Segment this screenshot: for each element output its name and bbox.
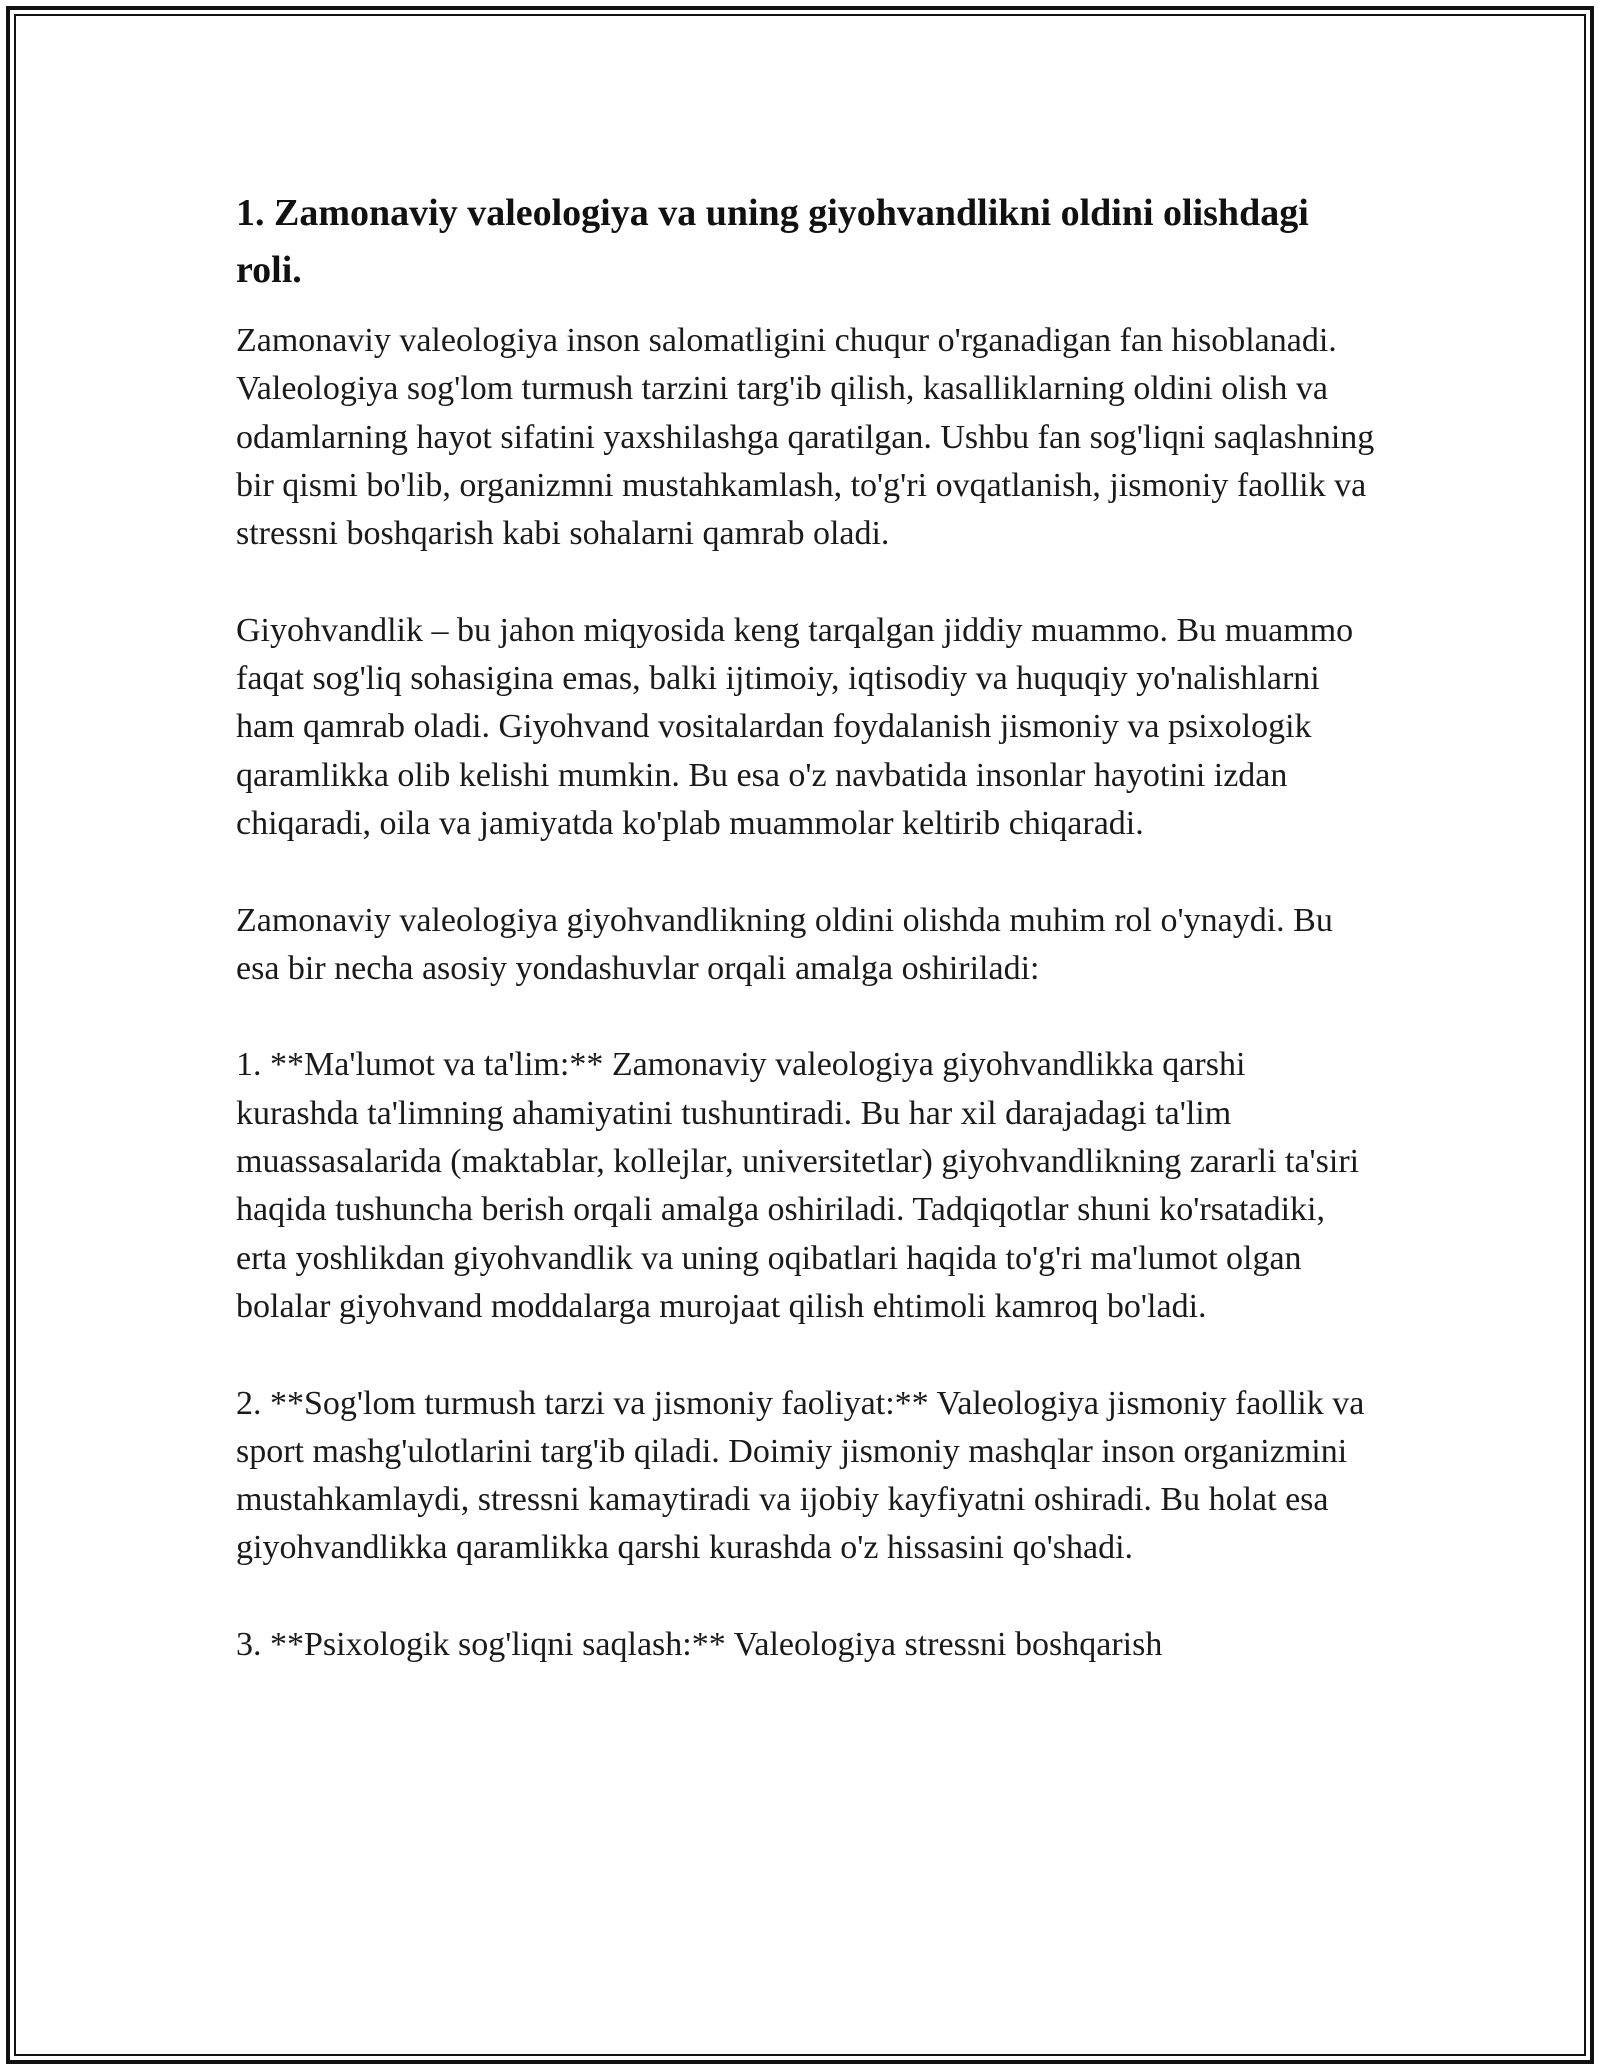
paragraph-intro: Zamonaviy valeologiya inson salomatligini chuqur o'rganadigan fan hisoblanadi. Valeologiya sog'lom turmush tarzini targ'ib qilish, kasalliklarning oldini olish va odamlarning hayot sifatini yaxshilashga qaratilgan. Ushbu fan sog'liqni saqlashning bir qismi bo'lib, organizmni mustahkamlash, to'g'ri ovqatlanish, jismoniy faollik va stressni boshqarish kabi sohalarni qamrab oladi. bbox=[236, 322, 1375, 553]
document-title: 1. Zamonaviy valeologiya va uning giyohvandlikni oldini olishdagi roli. bbox=[236, 192, 1309, 291]
document-body bbox=[236, 185, 1376, 1718]
paragraph-approaches: Zamonaviy valeologiya giyohvandlikning oldini olishda muhim rol o'ynaydi. Bu esa bir necha asosiy yondashuvlar orqali amalga oshiriladi: bbox=[236, 901, 1333, 987]
paragraph-addiction: Giyohvandlik – bu jahon miqyosida keng tarqalgan jiddiy muammo. Bu muammo faqat sog'liq sohasigina emas, balki ijtimoiy, iqtisodiy va huquqiy yo'nalishlarni ham qamrab oladi. Giyohvand vositalardan foydalanish jismoniy va psixologik qaramlikka olib kelishi mumkin. Bu esa o'z navbatida insonlar hayotini izdan chiqaradi, oila va jamiyatda ko'plab muammolar keltirib chiqaradi. bbox=[236, 611, 1354, 842]
list-item-psychological-health: 3. **Psixologik sog'liqni saqlash:** Valeologiya stressni boshqarish bbox=[236, 1626, 1163, 1664]
list-item-healthy-lifestyle: 2. **Sog'lom turmush tarzi va jismoniy faoliyat:** Valeologiya jismoniy faollik va sport mashg'ulotlarini targ'ib qiladi. Doimiy jismoniy mashqlar inson organizmini mustahkamlaydi, stressni kamaytiradi va ijobiy kayfiyatni oshiradi. Bu holat esa giyohvandlikka qaramlikka qarshi kurashda o'z hissasini qo'shadi. bbox=[236, 1384, 1365, 1567]
list-item-education: 1. **Ma'lumot va ta'lim:** Zamonaviy valeologiya giyohvandlikka qarshi kurashda ta'limning ahamiyatini tushuntiradi. Bu har xil darajadagi ta'lim muassasalarida (maktablar, kollejlar, universitetlar) giyohvandlikning zararli ta'siri haqida tushuncha berish orqali amalga oshiriladi. Tadqiqotlar shuni ko'rsatadiki, erta yoshlikdan giyohvandlik va uning oqibatlari haqida to'g'ri ma'lumot olgan bolalar giyohvand moddalarga murojaat qilish ehtimoli kamroq bo'ladi. bbox=[236, 1046, 1360, 1325]
